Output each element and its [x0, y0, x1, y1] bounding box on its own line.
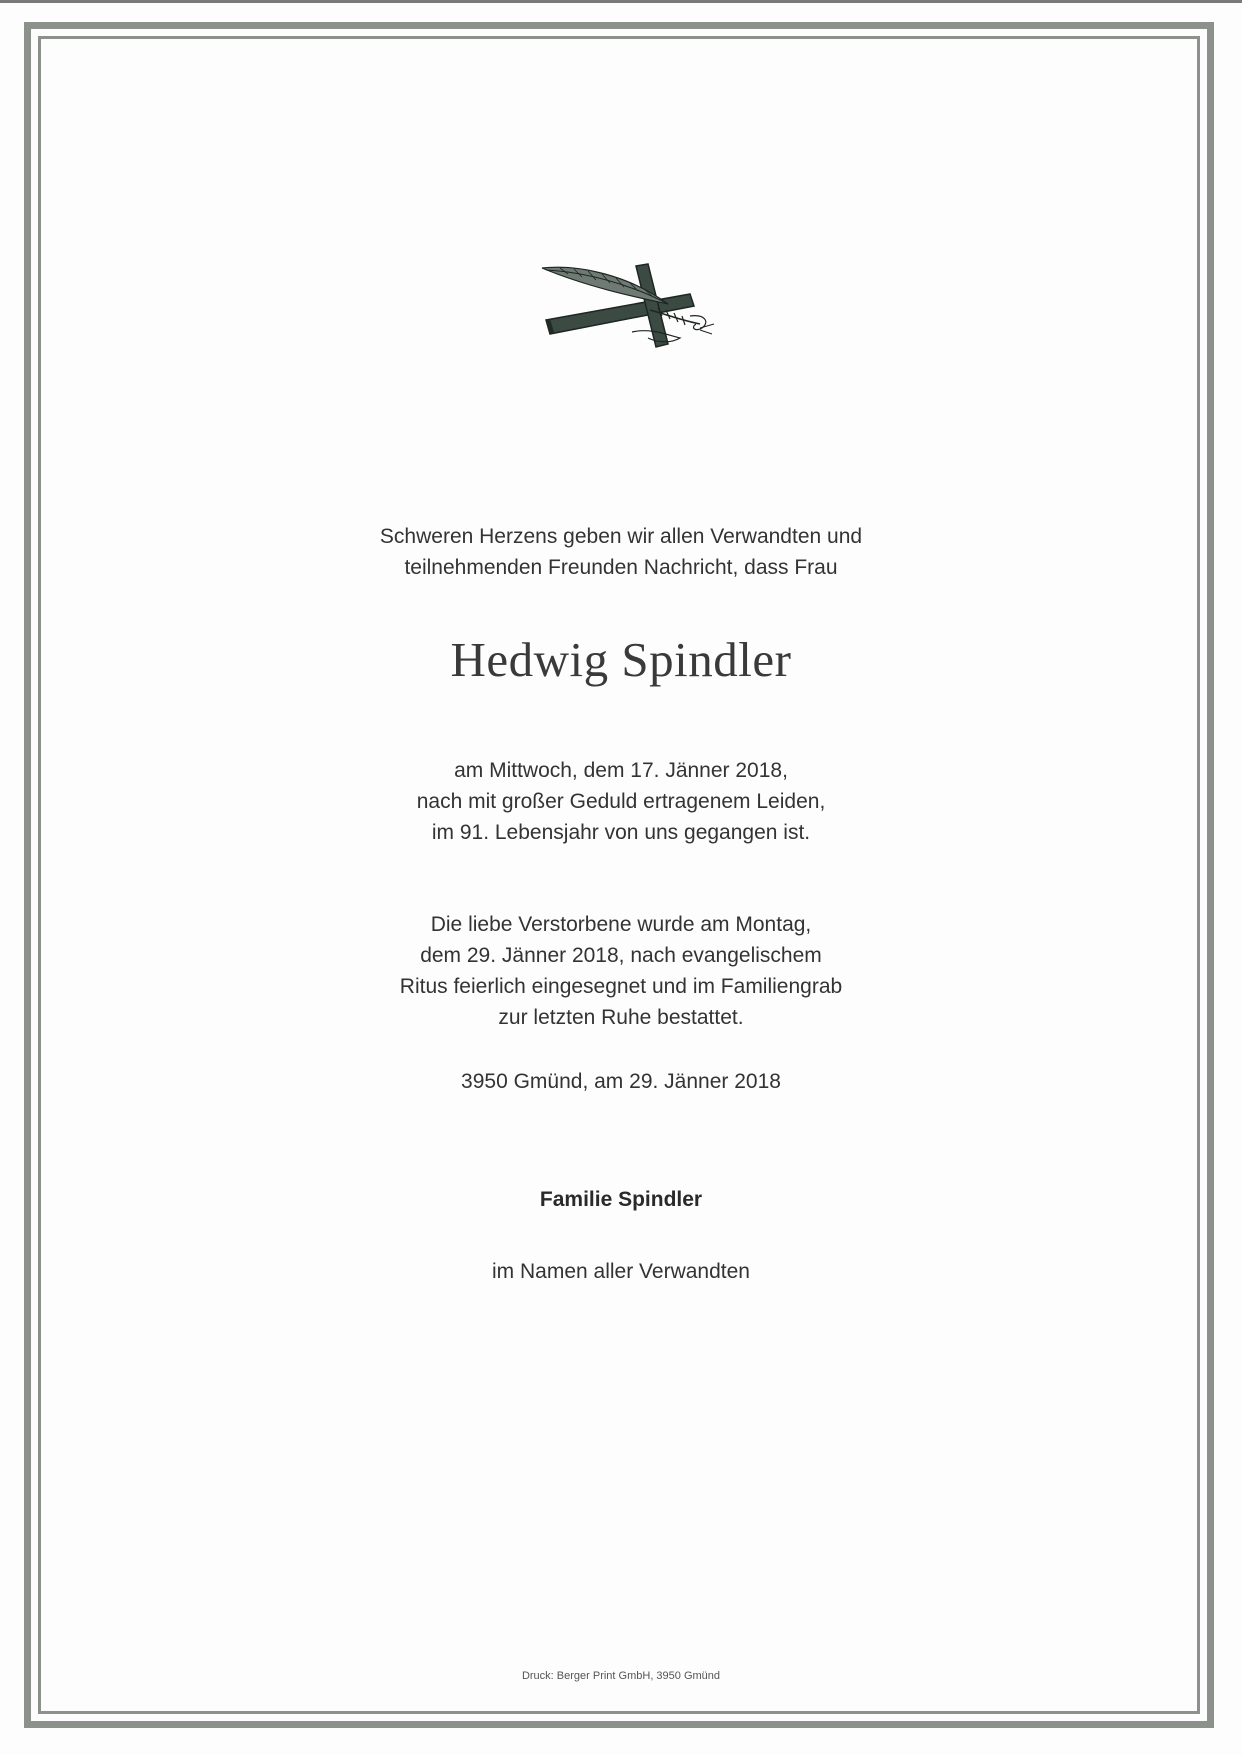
family-signature — [0, 1184, 1242, 1215]
cross-with-quill-icon — [540, 258, 720, 350]
intro-text — [0, 521, 1242, 583]
intro-line-2: teilnehmenden Freunden Nachricht, dass Frau — [404, 556, 838, 579]
funeral-details — [0, 909, 1242, 1033]
death-line-1: am Mittwoch, dem 17. Jänner 2018, — [454, 759, 788, 782]
death-line-2: nach mit großer Geduld ertragenem Leiden, — [416, 790, 826, 813]
funeral-line-2: dem 29. Jänner 2018, nach evangelischem — [420, 944, 822, 967]
funeral-line-3: Ritus feierlich eingesegnet und im Familiengrab — [399, 975, 843, 998]
place-and-date — [0, 1066, 1242, 1097]
scan-edge — [0, 0, 1242, 3]
intro-line-1: Schweren Herzens geben wir allen Verwandten und — [379, 525, 863, 548]
deceased-name: Hedwig Spindler — [450, 632, 792, 687]
relatives-note — [0, 1256, 1242, 1287]
funeral-line-4: zur letzten Ruhe bestattet. — [498, 1006, 744, 1029]
relatives-line: im Namen aller Verwandten — [492, 1260, 750, 1283]
place-date-line: 3950 Gmünd, am 29. Jänner 2018 — [461, 1070, 781, 1093]
printer-imprint: Druck: Berger Print GmbH, 3950 Gmünd — [521, 1670, 721, 1682]
funeral-line-1: Die liebe Verstorbene wurde am Montag, — [430, 913, 812, 936]
death-details — [0, 755, 1242, 848]
family-name: Familie Spindler — [539, 1188, 703, 1211]
death-line-3: im 91. Lebensjahr von uns gegangen ist. — [431, 821, 811, 844]
